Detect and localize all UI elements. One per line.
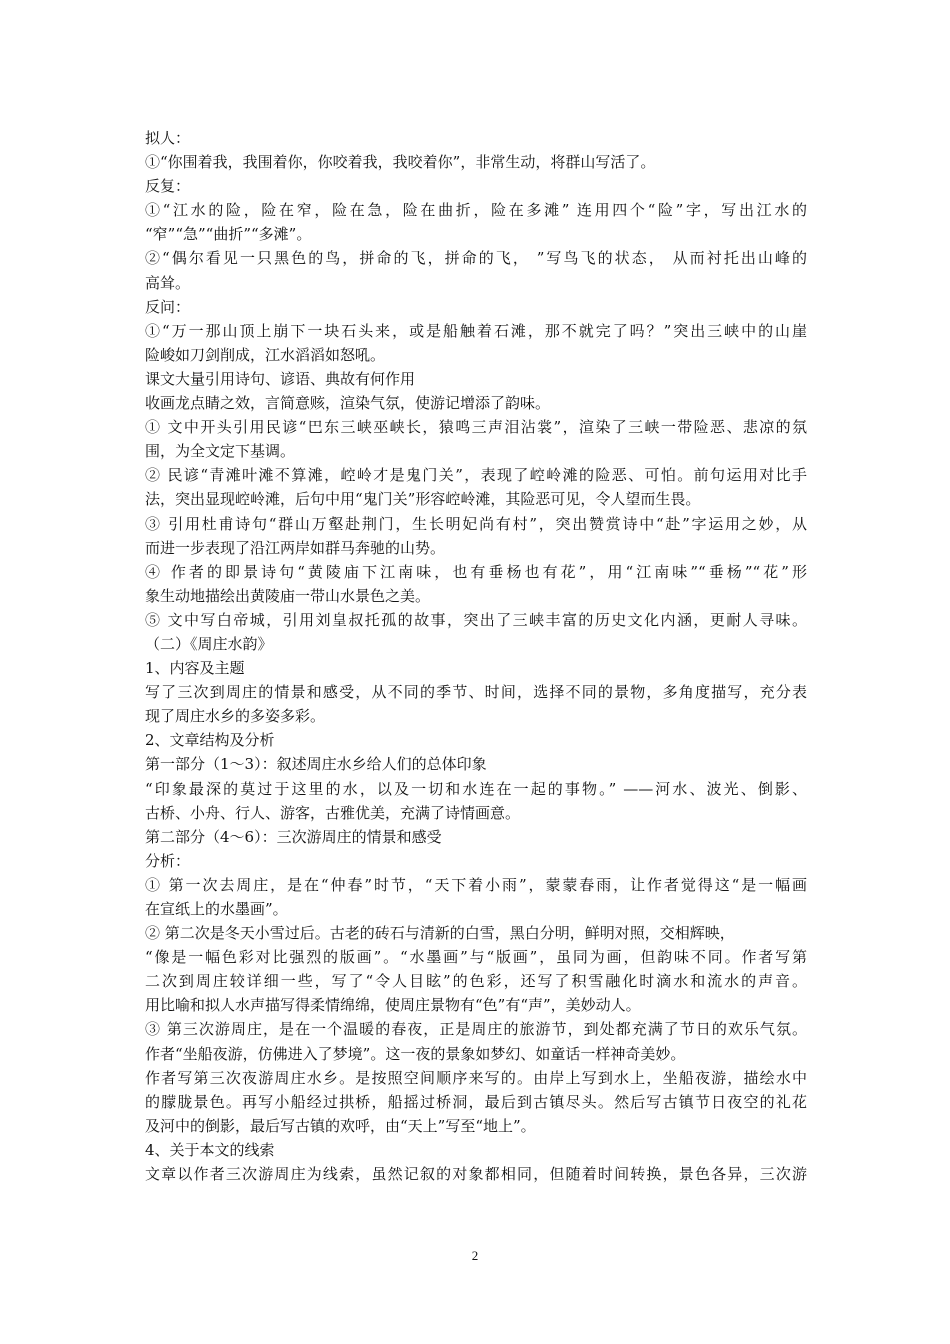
- text-line: 分析：: [145, 851, 191, 870]
- text-line: 古桥、小舟、行人、游客，古雅优美，充满了诗情画意。: [145, 803, 521, 822]
- text-line: ③ 第三次游周庄，是在一个温暖的春夜，正是周庄的旅游节，到处都充满了节日的欢乐气氛。: [145, 1020, 807, 1039]
- text-line: ①“万一那山顶上崩下一块石头来，或是船触着石滩，那不就完了吗？”突出三峡中的山崖: [145, 321, 807, 340]
- text-line: ②“偶尔看见一只黑色的鸟，拼命的飞，拼命的飞， ”写鸟飞的状态， 从而衬托出山峰的: [145, 249, 807, 268]
- page-number: 2: [471, 1248, 479, 1263]
- text-line: ③ 引用杜甫诗句“群山万壑赴荆门，生长明妃尚有村”，突出赞赏诗中“赴”字运用之妙，从: [145, 514, 807, 533]
- text-line: 作者“坐船夜游，仿佛进入了梦境”。这一夜的景象如梦幻、如童话一样神奇美妙。: [145, 1044, 686, 1063]
- text-line: ① 第一次去周庄，是在“仲春”时节，“天下着小雨”，蒙蒙春雨，让作者觉得这“是一幅画: [145, 875, 807, 894]
- text-line: 高耸。: [145, 273, 191, 292]
- text-line: 作者写第三次夜游周庄水乡。是按照空间顺序来写的。由岸上写到水上，坐船夜游，描绘水中: [145, 1068, 807, 1087]
- text-line: 二次到周庄较详细一些，写了“令人目眩”的色彩，还写了积雪融化时滴水和流水的声音。: [145, 972, 807, 991]
- text-line: 第二部分（4～6）：三次游周庄的情景和感受: [145, 827, 442, 846]
- text-line: 写了三次到周庄的情景和感受，从不同的季节、时间，选择不同的景物，多角度描写，充分表: [145, 683, 807, 702]
- text-line: 现了周庄水乡的多姿多彩。: [145, 707, 326, 726]
- text-line: ② 第二次是冬天小雪过后。古老的砖石与清新的白雪，黑白分明，鲜明对照，交相辉映，: [145, 924, 735, 943]
- text-line: 文章以作者三次游周庄为线索，虽然记叙的对象都相同，但随着时间转换，景色各异，三次游: [145, 1165, 807, 1184]
- text-line: 拟人：: [145, 129, 191, 147]
- text-line: 反问：: [145, 297, 191, 316]
- text-line: 在宣纸上的水墨画”。: [145, 900, 288, 918]
- text-line: 课文大量引用诗句、谚语、典故有何作用: [145, 369, 416, 388]
- text-line: “印象最深的莫过于这里的水，以及一切和水连在一起的事物。” ——河水、波光、倒影、: [145, 779, 807, 798]
- text-line: 第一部分（1～3）：叙述周庄水乡给人们的总体印象: [145, 755, 487, 774]
- text-line: “窄”“急”“曲折”“多滩”。: [145, 225, 312, 244]
- text-line: 及河中的倒影，最后写古镇的欢呼，由“天上”写至“地上”。: [145, 1116, 536, 1135]
- text-line: 4、关于本文的线索: [145, 1140, 275, 1159]
- text-line: 反复：: [145, 177, 191, 196]
- text-line: ② 民谚“青滩叶滩不算滩，崆岭才是鬼门关”，表现了崆岭滩的险恶、可怕。前句运用对比手: [145, 466, 807, 485]
- text-line: 的朦胧景色。再写小船经过拱桥，船摇过桥洞，最后到古镇尽头。然后写古镇节日夜空的礼花: [145, 1092, 807, 1111]
- text-line: 而进一步表现了沿江两岸如群马奔驰的山势。: [145, 538, 446, 557]
- text-line: ① 文中开头引用民谚“巴东三峡巫峡长，猿鸣三声泪沾裳”，渲染了三峡一带险恶、悲凉的氛: [145, 418, 807, 437]
- text-line: 围，为全文定下基调。: [145, 442, 296, 461]
- text-line: （二）《周庄水韵》: [145, 634, 273, 653]
- text-line: “像是一幅色彩对比强烈的版画”。“水墨画”与“版画”，虽同为画，但韵味不同。作者写第: [145, 948, 807, 967]
- text-line: 收画龙点睛之效，言简意赅，渲染气氛，使游记增添了韵味。: [145, 394, 551, 413]
- text-line: 用比喻和拟人水声描写得柔情绵绵，使周庄景物有“色”有“声”，美妙动人。: [145, 996, 641, 1015]
- text-line: 法，突出显现崆岭滩，后句中用“鬼门关”形容崆岭滩，其险恶可见，令人望而生畏。: [145, 490, 701, 509]
- text-line: ④ 作者的即景诗句“黄陵庙下江南味，也有垂杨也有花”，用“江南味”“垂杨”“花”形: [145, 562, 807, 581]
- text-line: 1、内容及主题: [145, 659, 245, 678]
- text-line: ①“你围着我，我围着你，你咬着我，我咬着你”，非常生动，将群山写活了。: [145, 153, 656, 172]
- document-body: [145, 126, 807, 1186]
- text-line: 险峻如刀剑削成，江水滔滔如怒吼。: [145, 345, 386, 364]
- text-line: ⑤ 文中写白帝城，引用刘皇叔托孤的故事，突出了三峡丰富的历史文化内涵，更耐人寻味。: [145, 610, 807, 629]
- text-line: 2、文章结构及分析: [145, 731, 275, 750]
- text-line: ①“江水的险，险在窄，险在急，险在曲折，险在多滩” 连用四个“险”字，写出江水的: [145, 201, 807, 220]
- text-line: 象生动地描绘出黄陵庙一带山水景色之美。: [145, 586, 431, 605]
